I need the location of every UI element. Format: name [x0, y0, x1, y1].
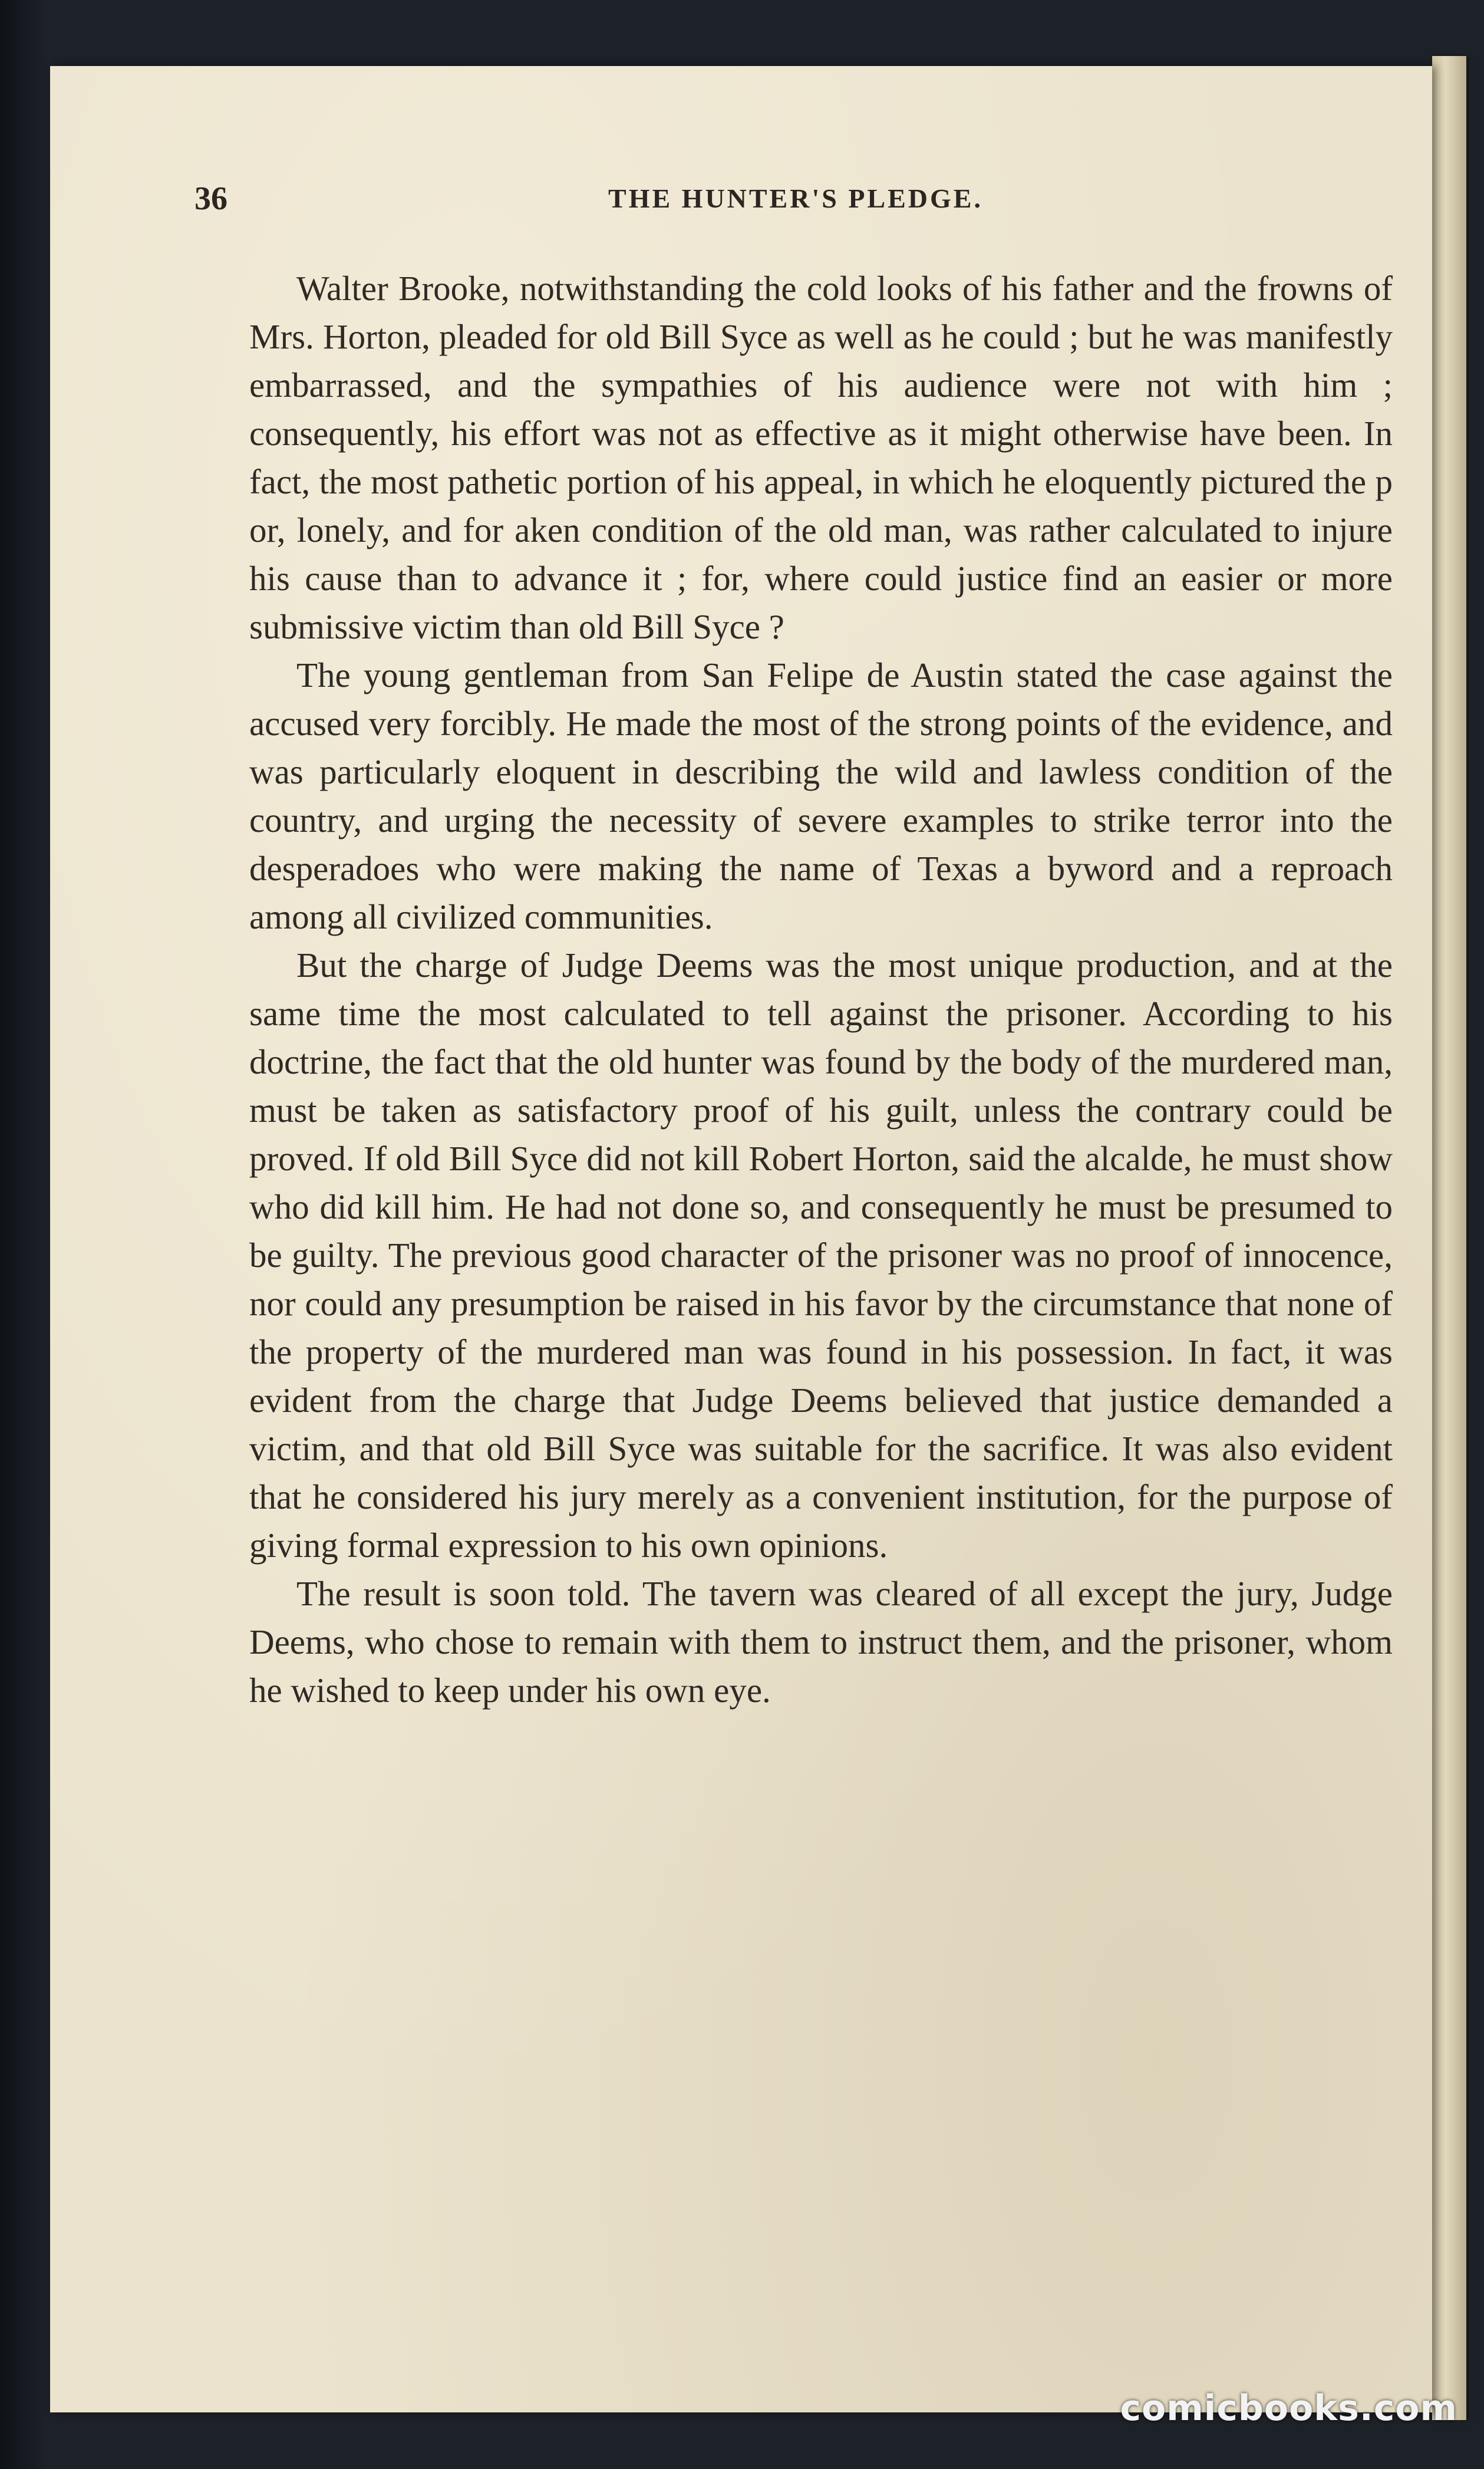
paragraph: The result is soon told. The tavern was cleared of all except the jury, Judge Deems, who chose to remain with them to instruct them, and the prisoner, whom he wished to keep under his own eye.	[249, 1574, 1393, 1710]
page-edge	[1432, 56, 1466, 2420]
watermark: comicbooks.com	[1120, 2388, 1457, 2429]
page-header	[194, 178, 1397, 219]
running-title: THE HUNTER'S PLEDGE.	[608, 183, 983, 213]
paragraph: Walter Brooke, notwithstanding the cold looks of his father and the frowns of Mrs. Horton, pleaded for old Bill Syce as well as he could ; but he was manifestly embarrassed, and the sympathies of his audience were not with him ; consequently, his effort was not as effective as it might otherwise have been. In fact, the most pathetic portion of his appeal, in which he eloquently pictured the p or, lonely, and for aken condition of the old man, was rather calculated to injure his cause than to advance it ; for, where could justice find an easier or more submissive victim than old Bill Syce ?	[249, 269, 1393, 646]
page-number: 36	[194, 180, 227, 217]
paragraph: The young gentleman from San Felipe de Austin stated the case against the accused very forcibly. He made the most of the strong points of the evidence, and was particularly eloquent in describing the wild and lawless condition of the country, and urging the necessity of severe examples to strike terror into the desperadoes who were making the name of Texas a byword and a reproach among all civilized communities.	[249, 656, 1393, 936]
paragraph: But the charge of Judge Deems was the most unique production, and at the same time the most calculated to tell against the prisoner. According to his doctrine, the fact that the old hunter was found by the body of the murdered man, must be taken as satisfactory proof of his guilt, unless the contrary could be proved. If old Bill Syce did not kill Robert Horton, said the alcalde, he must show who did kill him. He had not done so, and consequently he must be presumed to be guilty. The previous good character of the prisoner was no proof of innocence, nor could any presumption be raised in his favor by the circumstance that none of the property of the murdered man was found in his possession. In fact, it was evident from the charge that Judge Deems believed that justice demanded a victim, and that old Bill Syce was suitable for the sacrifice. It was also evident that he considered his jury merely as a convenient institution, for the purpose of giving formal expression to his own opinions.	[249, 946, 1393, 1565]
body-text	[249, 264, 1393, 1714]
book-spine-shadow	[0, 0, 47, 2469]
